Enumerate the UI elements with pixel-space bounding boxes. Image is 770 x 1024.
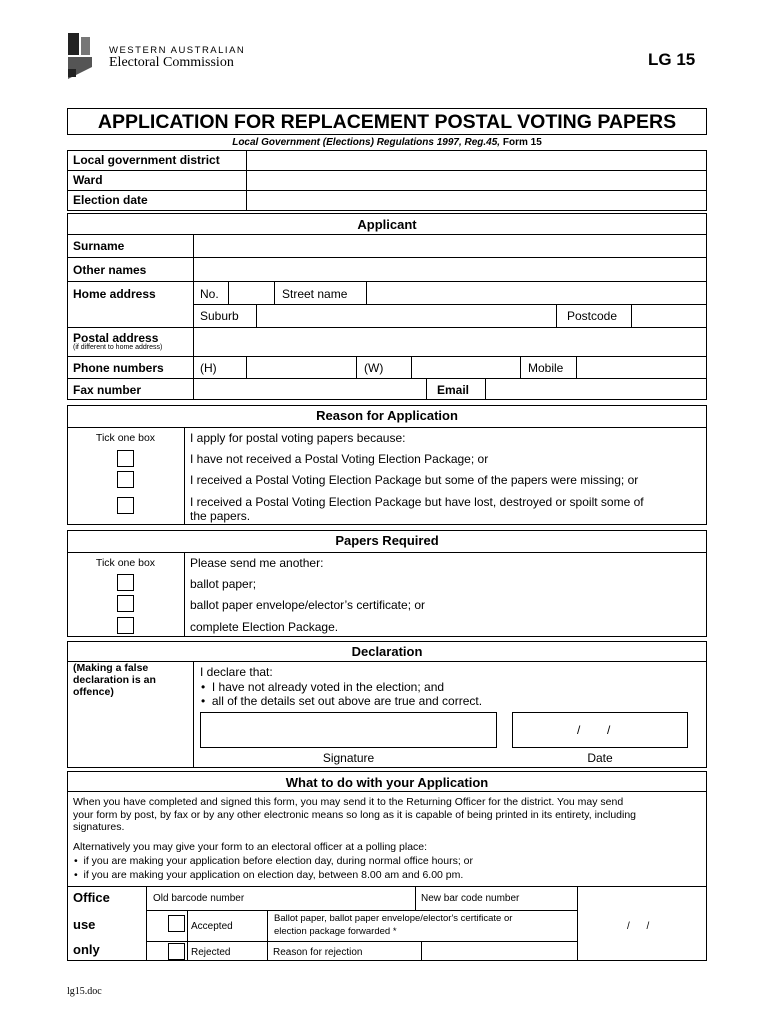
declaration-heading: Declaration xyxy=(351,644,423,659)
other-names-field[interactable] xyxy=(194,258,706,281)
reason-intro: I apply for postal voting papers because: xyxy=(190,431,406,445)
email-field[interactable] xyxy=(485,378,707,400)
signature-label: Signature xyxy=(322,751,375,765)
reason-missing-text: I received a Postal Voting Election Package but some of the papers were missing; or xyxy=(190,473,639,487)
false-declaration-warning-1: (Making a false xyxy=(73,662,149,674)
postal-address-note: (if different to home address) xyxy=(73,344,163,351)
office-date-slashes: / / xyxy=(627,921,650,932)
declaration-point-2: all of the details set out above are true and correct. xyxy=(211,694,483,708)
instructions-bullet-2: • if you are making your application on election day, between 8.00 am and 6.00 pm. xyxy=(74,869,464,881)
envelope-text: ballot paper envelope/elector’s certificate; or xyxy=(190,598,426,612)
phone-work-field[interactable] xyxy=(411,356,521,379)
page-title: APPLICATION FOR REPLACEMENT POSTAL VOTING PAPERS xyxy=(97,111,677,133)
signature-field[interactable] xyxy=(200,712,497,748)
org-name-line2: Electoral Commission xyxy=(109,55,234,70)
instructions-para1-line3: signatures. xyxy=(73,821,125,833)
other-names-label: Other names xyxy=(73,263,147,277)
office-use-word2: use xyxy=(73,917,96,932)
instructions-bullet-1: • if you are making your application before election day, during normal office hours; or xyxy=(74,855,474,867)
reason-missing-checkbox[interactable] xyxy=(117,471,134,488)
office-use-word1: Office xyxy=(73,890,110,905)
regulation-reference: Local Government (Elections) Regulations 1997, Reg.45, xyxy=(232,137,501,148)
office-use-word3: only xyxy=(73,942,100,957)
reason-not-received-text: I have not received a Postal Voting Election Package; or xyxy=(190,452,489,466)
papers-intro: Please send me another: xyxy=(190,556,324,570)
instructions-bullet-1-text: if you are making your application before election day, during normal office hours; or xyxy=(83,855,474,867)
forwarded-label-1: Ballot paper, ballot paper envelope/elector's certificate or xyxy=(274,913,513,924)
instructions-bullet-2-text: if you are making your application on election day, between 8.00 am and 6.00 pm. xyxy=(83,869,464,881)
accepted-label: Accepted xyxy=(191,921,233,932)
complete-package-text: complete Election Package. xyxy=(190,620,339,634)
lgd-label: Local government district xyxy=(73,153,220,167)
rejected-label: Rejected xyxy=(191,947,231,958)
form-code: LG 15 xyxy=(648,50,696,69)
instructions-para1-line2: your form by post, by fax or by any other electronic means so long as it is capable of being printed in its entirety, including xyxy=(73,809,637,821)
reason-heading: Reason for Application xyxy=(316,408,458,423)
ward-label: Ward xyxy=(73,173,103,187)
home-address-label: Home address xyxy=(73,287,156,301)
complete-package-checkbox[interactable] xyxy=(117,617,134,634)
footer-filename: lg15.doc xyxy=(67,986,102,997)
date-label: Date xyxy=(587,751,613,765)
old-barcode-field[interactable] xyxy=(250,887,414,909)
page-subtitle xyxy=(67,137,707,149)
reason-for-rejection-label: Reason for rejection xyxy=(273,947,363,958)
declaration-point-1: I have not already voted in the election; and xyxy=(211,680,445,694)
fax-number-field[interactable] xyxy=(194,379,426,399)
ballot-paper-text: ballot paper; xyxy=(190,577,257,591)
applicant-heading: Applicant xyxy=(357,217,417,232)
suburb-field[interactable] xyxy=(256,304,557,328)
electoral-commission-logo-icon xyxy=(66,33,96,79)
fax-number-label: Fax number xyxy=(73,383,142,397)
instructions-heading: What to do with your Application xyxy=(285,775,489,790)
surname-label: Surname xyxy=(73,239,125,253)
instructions-para1-line1: When you have completed and signed this form, you may send it to the Returning Officer for the district. You may send xyxy=(73,796,624,808)
mobile-label: Mobile xyxy=(528,361,564,375)
reason-tick-instruction: Tick one box xyxy=(95,432,156,444)
mobile-field[interactable] xyxy=(576,356,707,379)
rejected-checkbox[interactable] xyxy=(168,943,185,960)
election-date-label: Election date xyxy=(73,193,148,207)
false-declaration-warning-2: declaration is an xyxy=(73,674,156,686)
ward-field[interactable] xyxy=(247,171,706,190)
declaration-bullet-2: • all of the details set out above are true and correct. xyxy=(201,694,483,708)
form-number: Form 15 xyxy=(500,137,542,148)
reason-not-received-checkbox[interactable] xyxy=(117,450,134,467)
papers-heading: Papers Required xyxy=(335,533,439,548)
phone-home-field[interactable] xyxy=(246,356,357,379)
papers-tick-instruction: Tick one box xyxy=(95,557,156,569)
reason-for-rejection-field[interactable] xyxy=(422,942,576,960)
accepted-checkbox[interactable] xyxy=(168,915,185,932)
instructions-para2: Alternatively you may give your form to an electoral officer at a polling place: xyxy=(73,841,428,853)
forwarded-label-2: election package forwarded * xyxy=(274,926,397,937)
phone-numbers-label: Phone numbers xyxy=(73,361,164,375)
false-declaration-warning-3: offence) xyxy=(73,686,114,698)
old-barcode-label: Old barcode number xyxy=(153,893,245,904)
postcode-field[interactable] xyxy=(631,304,707,328)
street-no-label: No. xyxy=(200,287,219,301)
suburb-label: Suburb xyxy=(200,309,239,323)
street-no-field[interactable] xyxy=(228,281,275,305)
email-label: Email xyxy=(437,383,470,397)
election-date-field[interactable] xyxy=(247,191,706,210)
new-barcode-field[interactable] xyxy=(578,887,706,909)
street-name-label: Street name xyxy=(282,287,348,301)
street-name-field[interactable] xyxy=(366,281,707,305)
declaration-bullet-1: • I have not already voted in the election; and xyxy=(201,680,445,694)
postcode-label: Postcode xyxy=(567,309,618,323)
surname-field[interactable] xyxy=(194,235,706,257)
phone-work-label: (W) xyxy=(364,361,384,375)
new-barcode-label: New bar code number xyxy=(421,893,520,904)
postal-address-field[interactable] xyxy=(194,328,706,356)
declaration-intro: I declare that: xyxy=(200,665,273,679)
reason-lost-text-cont: the papers. xyxy=(190,509,251,523)
phone-home-label: (H) xyxy=(200,361,217,375)
org-name-line1: WESTERN AUSTRALIAN xyxy=(109,45,246,56)
envelope-checkbox[interactable] xyxy=(117,595,134,612)
lgd-field[interactable] xyxy=(247,151,706,170)
postal-address-label: Postal address xyxy=(73,331,159,345)
declaration-date-slashes: / / xyxy=(577,723,611,737)
reason-lost-checkbox[interactable] xyxy=(117,497,134,514)
ballot-paper-checkbox[interactable] xyxy=(117,574,134,591)
reason-lost-text: I received a Postal Voting Election Package but have lost, destroyed or spoilt some of xyxy=(190,495,644,509)
